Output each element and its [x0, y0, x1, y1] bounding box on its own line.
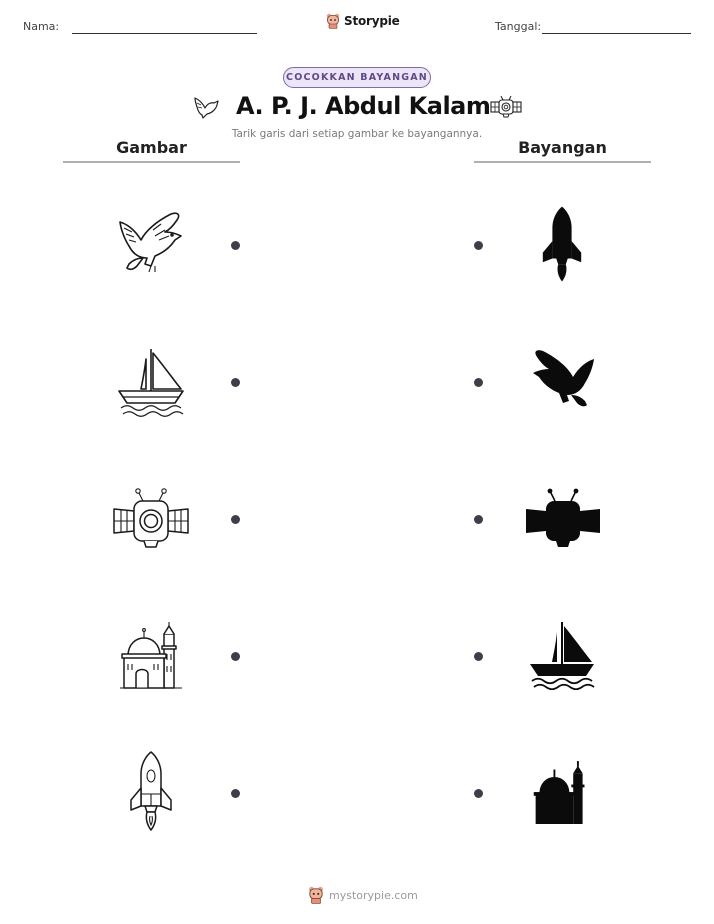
column-title-pictures: Gambar — [116, 138, 187, 157]
sailboat-shadow — [526, 618, 598, 690]
page-title: A. P. J. Abdul Kalam — [236, 92, 491, 120]
sailboat-picture — [115, 345, 187, 417]
match-dot-right-5[interactable] — [474, 789, 483, 798]
match-dot-right-2[interactable] — [474, 378, 483, 387]
satellite-picture — [112, 487, 190, 551]
satellite-shadow — [524, 487, 602, 551]
instructions: Tarik garis dari setiap gambar ke bayangannya. — [231, 128, 483, 140]
mosque-picture — [118, 620, 184, 690]
dove-shadow — [527, 347, 599, 417]
column-divider-left — [63, 161, 240, 163]
column-divider-right — [474, 161, 651, 163]
satellite-icon — [490, 95, 522, 119]
footer-url[interactable]: mystorypie.com — [329, 888, 418, 902]
activity-badge: COCOKKAN BAYANGAN — [283, 67, 431, 88]
footer — [308, 886, 418, 904]
match-dot-right-4[interactable] — [474, 652, 483, 661]
column-title-shadows: Bayangan — [518, 138, 607, 157]
name-field-line[interactable] — [72, 33, 257, 34]
match-dot-left-3[interactable] — [231, 515, 240, 524]
rocket-shadow — [538, 204, 586, 286]
dove-icon — [192, 94, 222, 120]
match-dot-left-2[interactable] — [231, 378, 240, 387]
storypie-mascot-icon — [326, 13, 340, 29]
date-field-line[interactable] — [542, 33, 691, 34]
match-dot-left-1[interactable] — [231, 241, 240, 250]
match-dot-left-4[interactable] — [231, 652, 240, 661]
rocket-picture — [126, 750, 176, 834]
name-label: Nama: — [23, 20, 60, 33]
brand-name: Storypie — [344, 14, 400, 28]
brand-logo — [326, 13, 400, 29]
match-dot-right-3[interactable] — [474, 515, 483, 524]
date-label: Tanggal: — [495, 20, 542, 33]
mosque-shadow — [530, 758, 592, 828]
storypie-mascot-icon — [308, 886, 324, 904]
dove-picture — [115, 210, 187, 280]
match-dot-left-5[interactable] — [231, 789, 240, 798]
match-dot-right-1[interactable] — [474, 241, 483, 250]
